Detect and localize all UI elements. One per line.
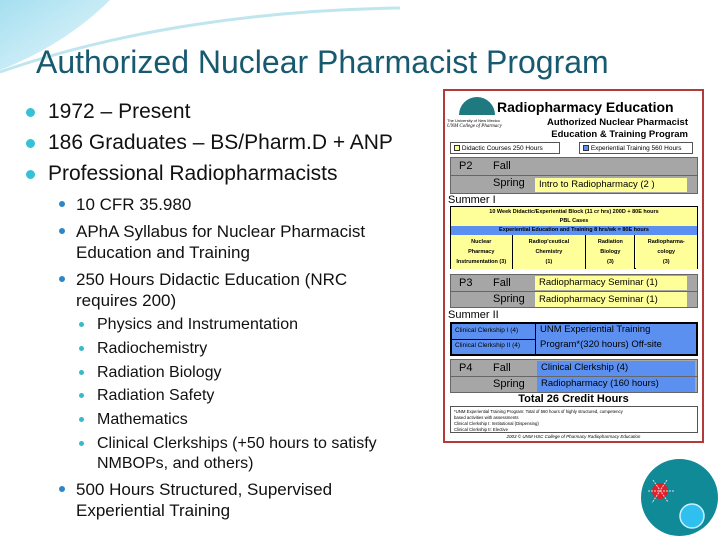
sub-sub-bullet	[97, 363, 222, 383]
sub-sub-bullet	[97, 339, 207, 359]
blue-swatch-icon	[583, 145, 589, 151]
course-cell: Radiopharmacy Seminar (1)	[535, 292, 687, 307]
bullet-text: requires 200)	[76, 291, 177, 310]
term-label: Spring	[493, 293, 525, 305]
sub-sub-bullet	[97, 386, 214, 406]
footnote-text: Clinical Clerkship II: Elective	[454, 427, 508, 432]
bullet-text: Radiation Safety	[97, 387, 215, 404]
footnote-box	[450, 406, 698, 433]
table-cell: Radiation Biology (3)	[586, 235, 635, 269]
sub-sub-bullet	[97, 410, 188, 430]
table-cell: Radiopharma- cology (3)	[636, 235, 698, 269]
term-label: Fall	[493, 362, 511, 374]
course-cell: Intro to Radiopharmacy (2 )	[535, 178, 687, 192]
bullet-text: Mathematics	[97, 411, 188, 428]
bullet-text: Radiation Biology	[97, 364, 222, 381]
bullet-dot-icon	[79, 346, 84, 351]
bullet-dot-icon	[59, 228, 65, 234]
bullet-text: 10 CFR 35.980	[76, 195, 192, 214]
table-cell: Radiop'ceutical Chemistry (1)	[513, 235, 587, 269]
sub-bullet	[76, 479, 332, 521]
bullet-dot-icon	[79, 417, 84, 422]
college-label: UNM College of Pharmacy	[447, 124, 502, 129]
course-cell: Clinical Clerkship (4)	[537, 361, 695, 376]
year-label: P3	[459, 277, 473, 289]
atom-decoration-icon	[641, 459, 718, 536]
total-credit-hours: Total 26 Credit Hours	[518, 393, 629, 405]
sub-bullet	[76, 194, 191, 215]
year-label: P2	[459, 160, 473, 172]
bullet	[48, 162, 337, 186]
term-label: Fall	[493, 277, 511, 289]
sub-bullet	[76, 221, 365, 263]
legend-didactic	[450, 142, 560, 154]
course-cell: Clinical Clerkship II (4)	[455, 342, 521, 349]
bullet-text: 1972 – Present	[48, 100, 191, 123]
yellow-swatch-icon	[454, 145, 460, 151]
course-cell: UNM Experiential Training	[540, 324, 651, 335]
bullet-dot-icon	[26, 139, 35, 148]
bullet-text: 500 Hours Structured, Supervised	[76, 480, 333, 499]
bullet-text: 186 Graduates – BS/Pharm.D + ANP	[48, 131, 393, 154]
bullet-text: Clinical Clerkships (+50 hours to satisfy	[97, 435, 377, 452]
curriculum-figure	[443, 89, 704, 443]
term-heading: Summer I	[448, 194, 496, 206]
year-label: P4	[459, 362, 473, 374]
unm-logo-icon	[459, 97, 495, 115]
term-label: Fall	[493, 160, 511, 172]
bullet-dot-icon	[79, 393, 84, 398]
table-row: Experiential Education and Training 8 hrs/wk = 80E hours	[451, 226, 697, 235]
table-cell: Nuclear Pharmacy Instrumentation (3)	[451, 235, 513, 269]
table-row: PBL Cases	[451, 217, 697, 226]
table-row: 10 Week Didactic/Experiential Block (11 cr hrs) 200D + 80E hours	[451, 207, 697, 217]
bullet-text: Professional Radiopharmacists	[48, 162, 338, 185]
p4-block	[450, 359, 698, 393]
sub-bullet	[76, 269, 347, 311]
bullet-dot-icon	[59, 276, 65, 282]
bullet-text: Education and Training	[76, 243, 250, 262]
sub-sub-bullet	[97, 434, 377, 474]
summer2-block	[450, 322, 698, 356]
bullet-dot-icon	[79, 441, 84, 446]
term-label: Spring	[493, 378, 525, 390]
bullet-dot-icon	[79, 322, 84, 327]
sub-sub-bullet	[97, 315, 298, 335]
legend-label: Didactic Courses 250 Hours	[461, 145, 543, 152]
figure-footer: 2003 © UNM HSC College of Pharmacy Radiopharmacy Education	[506, 434, 641, 439]
bullet-dot-icon	[59, 486, 65, 492]
bullet-dot-icon	[26, 170, 35, 179]
figure-subheading: Authorized Nuclear Pharmacist	[547, 117, 688, 128]
bullet-text: NMBOPs, and others)	[97, 455, 254, 472]
term-heading: Summer II	[448, 309, 499, 321]
p3-block	[450, 274, 698, 308]
bullet-dot-icon	[59, 201, 65, 207]
bullet-text: 250 Hours Didactic Education (NRC	[76, 270, 348, 289]
footnote-text: based activities with assessments	[454, 415, 519, 420]
bullet-text: Experiential Training	[76, 501, 231, 520]
course-cell: Radiopharmacy (160 hours)	[537, 377, 695, 392]
course-cell: Clinical Clerkship I (4)	[455, 327, 519, 334]
figure-subheading: Education & Training Program	[551, 129, 688, 140]
bullet-text: Radiochemistry	[97, 340, 208, 357]
slide-title: Authorized Nuclear Pharmacist Program	[36, 44, 609, 80]
bullet	[48, 100, 190, 124]
summer1-table	[450, 206, 698, 269]
p2-block	[450, 157, 698, 194]
footnote-text: *UNM Experiential Training Program: Total of 560 hours of highly structured, competency	[454, 409, 623, 414]
university-label: The University of New Mexico	[447, 118, 500, 123]
term-label: Spring	[493, 177, 525, 189]
bullet-text: APhA Syllabus for Nuclear Pharmacist	[76, 222, 366, 241]
bullet	[48, 131, 393, 155]
course-cell: Program*(320 hours) Off-site	[540, 339, 662, 350]
footnote-text: Clinical Clerkship I: Institutional (Dispensing)	[454, 421, 539, 426]
bullet-dot-icon	[79, 370, 84, 375]
course-cell: Radiopharmacy Seminar (1)	[535, 276, 687, 290]
bullet-text: Physics and Instrumentation	[97, 316, 298, 333]
figure-heading: Radiopharmacy Education	[497, 99, 674, 115]
bullet-dot-icon	[26, 108, 35, 117]
legend-experiential	[579, 142, 693, 154]
legend-label: Experiential Training 560 Hours	[590, 145, 682, 152]
